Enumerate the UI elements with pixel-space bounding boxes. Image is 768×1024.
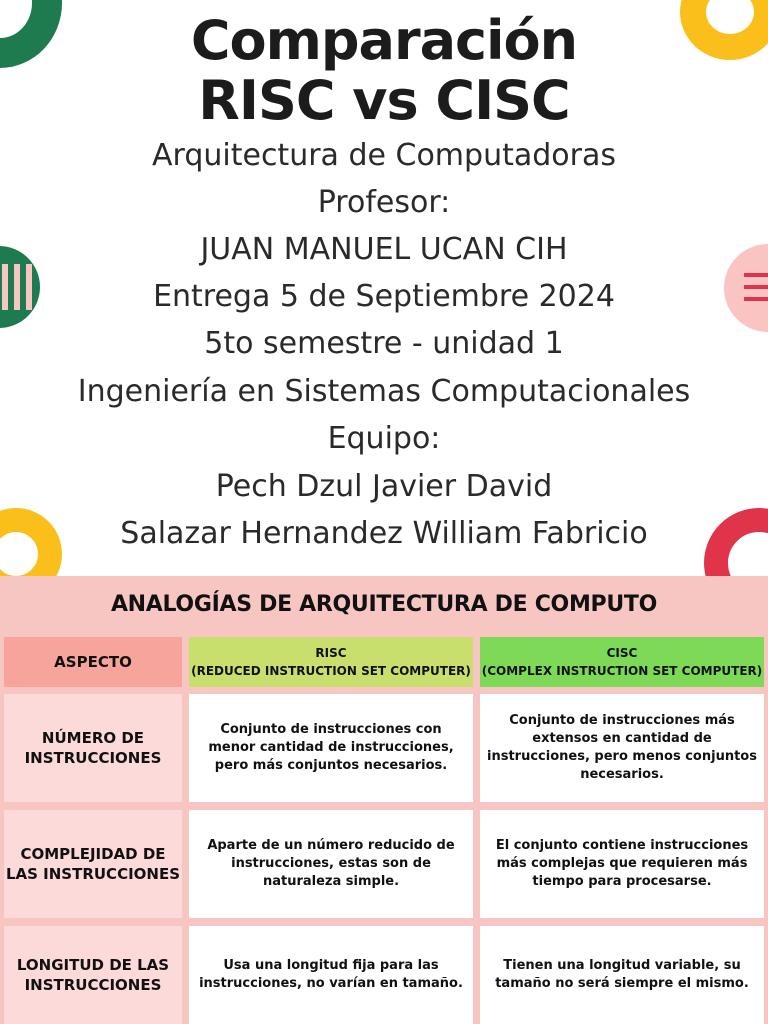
row-1-cisc: Conjunto de instrucciones más extensos en cantidad de instrucciones, pero menos conjuntos necesarios. xyxy=(480,694,764,802)
row-2-aspect-line-1: COMPLEJIDAD DE xyxy=(20,845,166,863)
row-1-aspect xyxy=(4,694,182,802)
header-risc-full: (REDUCED INSTRUCTION SET COMPUTER) xyxy=(191,664,471,678)
career: Ingeniería en Sistemas Computacionales xyxy=(77,374,691,409)
row-1-risc: Conjunto de instrucciones con menor cantidad de instrucciones, pero más conjuntos necesarios. xyxy=(189,694,473,802)
delivery-date: Entrega 5 de Septiembre 2024 xyxy=(153,279,615,314)
header-cisc-full: (COMPLEX INSTRUCTION SET COMPUTER) xyxy=(481,664,763,678)
table-title: ANALOGÍAS DE ARQUITECTURA DE COMPUTO xyxy=(110,592,658,617)
row-3-cisc: Tienen una longitud variable, su tamaño no será siempre el mismo. xyxy=(480,926,764,1024)
professor-label: Profesor: xyxy=(317,185,451,220)
team-member-2: Salazar Hernandez William Fabricio xyxy=(120,516,648,551)
team-label: Equipo: xyxy=(327,421,441,456)
subject: Arquitectura de Computadoras xyxy=(152,138,616,173)
header-aspect xyxy=(4,637,182,687)
title-line-2: RISC vs CISC xyxy=(198,69,570,132)
row-2-aspect xyxy=(4,810,182,918)
row-3-aspect-line-1: LONGITUD DE LAS xyxy=(16,956,170,974)
row-2-cisc: El conjunto contiene instrucciones más complejas que requieren más tiempo para procesarse. xyxy=(480,810,764,918)
header-cisc-name: CISC xyxy=(606,646,638,660)
professor-name: JUAN MANUEL UCAN CIH xyxy=(200,232,568,267)
row-3-risc: Usa una longitud fija para las instrucciones, no varían en tamaño. xyxy=(189,926,473,1024)
row-1-aspect-line-1: NÚMERO DE xyxy=(41,729,145,747)
header-aspect-label: ASPECTO xyxy=(54,653,132,671)
title-line-1: Comparación xyxy=(190,9,578,72)
row-2-risc: Aparte de un número reducido de instrucciones, estas son de naturaleza simple. xyxy=(189,810,473,918)
header-risc xyxy=(189,637,473,687)
row-1-aspect-line-2: INSTRUCCIONES xyxy=(24,749,162,767)
row-2-aspect-line-2: LAS INSTRUCCIONES xyxy=(5,865,181,883)
semester: 5to semestre - unidad 1 xyxy=(204,326,564,361)
header-risc-name: RISC xyxy=(315,646,347,660)
row-3-aspect-line-2: INSTRUCCIONES xyxy=(24,976,162,994)
header-cisc xyxy=(480,637,764,687)
team-member-1: Pech Dzul Javier David xyxy=(215,469,553,504)
row-3-aspect xyxy=(4,926,182,1024)
